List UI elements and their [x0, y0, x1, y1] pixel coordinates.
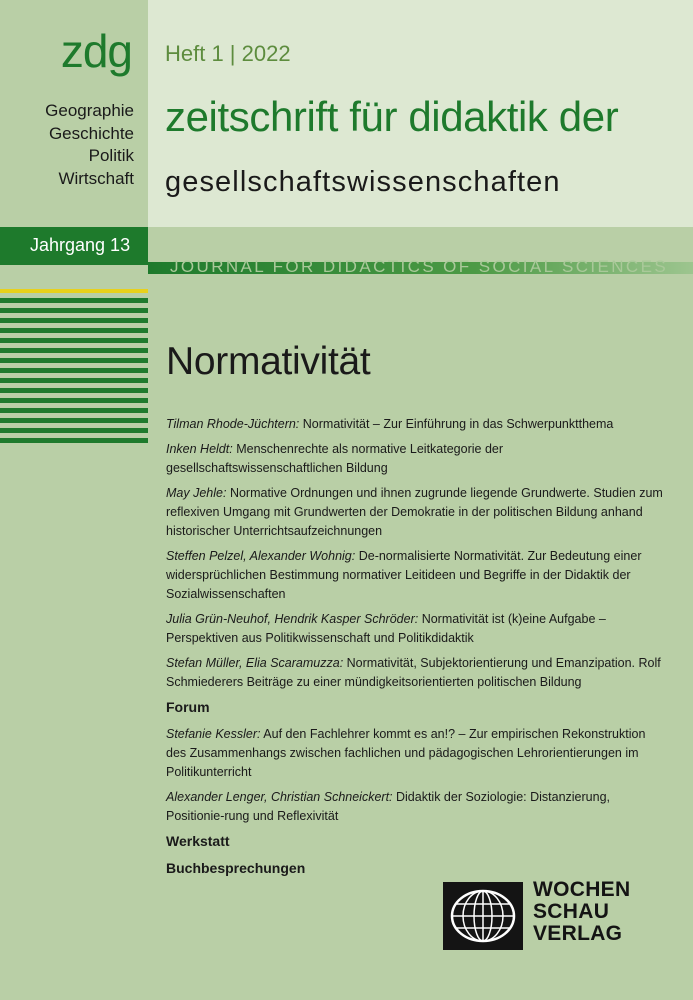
toc-title: Menschenrechte als normative Leitkategorie der gesellschaftswissenschaftlichen Bildung — [166, 442, 504, 475]
stripe — [0, 338, 148, 343]
toc-entry — [166, 484, 666, 541]
green-stripes — [0, 298, 148, 448]
issue-theme: Normativität — [166, 340, 371, 383]
subject-item: Geographie — [45, 101, 134, 120]
toc-entry — [166, 654, 666, 692]
globe-icon — [443, 882, 523, 950]
toc-author: Stefanie Kessler: — [166, 727, 261, 741]
forum-heading: Forum — [166, 699, 210, 715]
table-of-contents — [166, 415, 666, 886]
subject-item: Politik — [88, 146, 134, 165]
stripe — [0, 328, 148, 333]
toc-entry — [166, 415, 666, 434]
toc-title: Normativität – Zur Einführung in das Schwerpunktthema — [302, 417, 614, 431]
english-title: JOURNAL FOR DIDACTICS OF SOCIAL SCIENCES — [170, 257, 669, 276]
left-header-panel — [0, 0, 148, 227]
subject-item: Geschichte — [48, 123, 134, 143]
werkstatt-heading: Werkstatt — [166, 833, 230, 849]
journal-title: zeitschrift für didaktik der — [165, 93, 619, 140]
subject-list — [45, 100, 134, 190]
book-reviews-heading: Buchbesprechungen — [166, 860, 306, 876]
stripe — [0, 398, 148, 403]
stripe — [0, 438, 148, 443]
toc-title: Normativität, Subjektorientierung und Emanzipation. Rolf Schmiederers Beiträge zu einer mündigkeitsorientierten politischen Bildung — [166, 656, 661, 689]
publisher-line: VERLAG — [533, 922, 623, 945]
toc-entry — [166, 788, 666, 826]
stripe — [0, 378, 148, 383]
publisher-line: SCHAU — [533, 900, 610, 923]
toc-author: Julia Grün-Neuhof, Hendrik Kasper Schröder: — [166, 612, 419, 626]
toc-author: Alexander Lenger, Christian Schneickert: — [166, 790, 393, 804]
toc-entry — [166, 725, 666, 782]
journal-subtitle: gesellschaftswissenschaften — [165, 166, 561, 198]
toc-title: De-normalisierte Normativität. Zur Bedeutung einer widersprüchlichen Bestimmung normativer Leitideen und Begriffe in der Didaktik der Sozialwissenschaften — [166, 549, 642, 601]
toc-entry — [166, 610, 666, 648]
toc-title: Auf den Fachlehrer kommt es an!? – Zur empirischen Rekonstruktion des Zusammenhangs zwischen fachlichen und pädagogischen Lehrorientierungen im Politikunterricht — [166, 727, 646, 779]
toc-author: Tilman Rhode-Jüchtern: — [166, 417, 300, 431]
stripe — [0, 368, 148, 373]
stripe — [0, 408, 148, 413]
stripe — [0, 418, 148, 423]
toc-entry — [166, 440, 666, 478]
stripe — [0, 298, 148, 303]
publisher-name — [533, 879, 630, 945]
toc-author: Stefan Müller, Elia Scaramuzza: — [166, 656, 344, 670]
toc-entry — [166, 547, 666, 604]
yellow-stripe — [0, 289, 148, 293]
stripe — [0, 388, 148, 393]
stripe — [0, 358, 148, 363]
publisher-line: WOCHEN — [533, 878, 631, 901]
stripe — [0, 308, 148, 313]
stripe — [0, 348, 148, 353]
zdg-logo: zdg — [60, 25, 132, 77]
toc-author: May Jehle: — [166, 486, 227, 500]
toc-title: Normativität ist (k)eine Aufgabe – Perspektiven aus Politikwissenschaft und Politikdidaktik — [166, 612, 606, 645]
globe-logo-box — [443, 882, 523, 950]
toc-author: Steffen Pelzel, Alexander Wohnig: — [166, 549, 356, 563]
toc-title: Didaktik der Soziologie: Distanzierung, Positionie-rung und Reflexivität — [166, 790, 610, 823]
stripe — [0, 318, 148, 323]
issue-label: Heft 1 | 2022 — [165, 41, 291, 66]
stripe — [0, 428, 148, 433]
volume-label: Jahrgang 13 — [30, 235, 131, 255]
toc-author: Inken Heldt: — [166, 442, 233, 456]
subject-item: Wirtschaft — [58, 168, 134, 188]
publisher-logo — [443, 878, 643, 950]
toc-title: Normative Ordnungen und ihnen zugrunde liegende Grundwerte. Studien zum reflexiven Umgang mit Grundwerten der Demokratie in der politischen Bildung anhand historischer Unterrichtsaufzeichnungen — [166, 486, 663, 538]
